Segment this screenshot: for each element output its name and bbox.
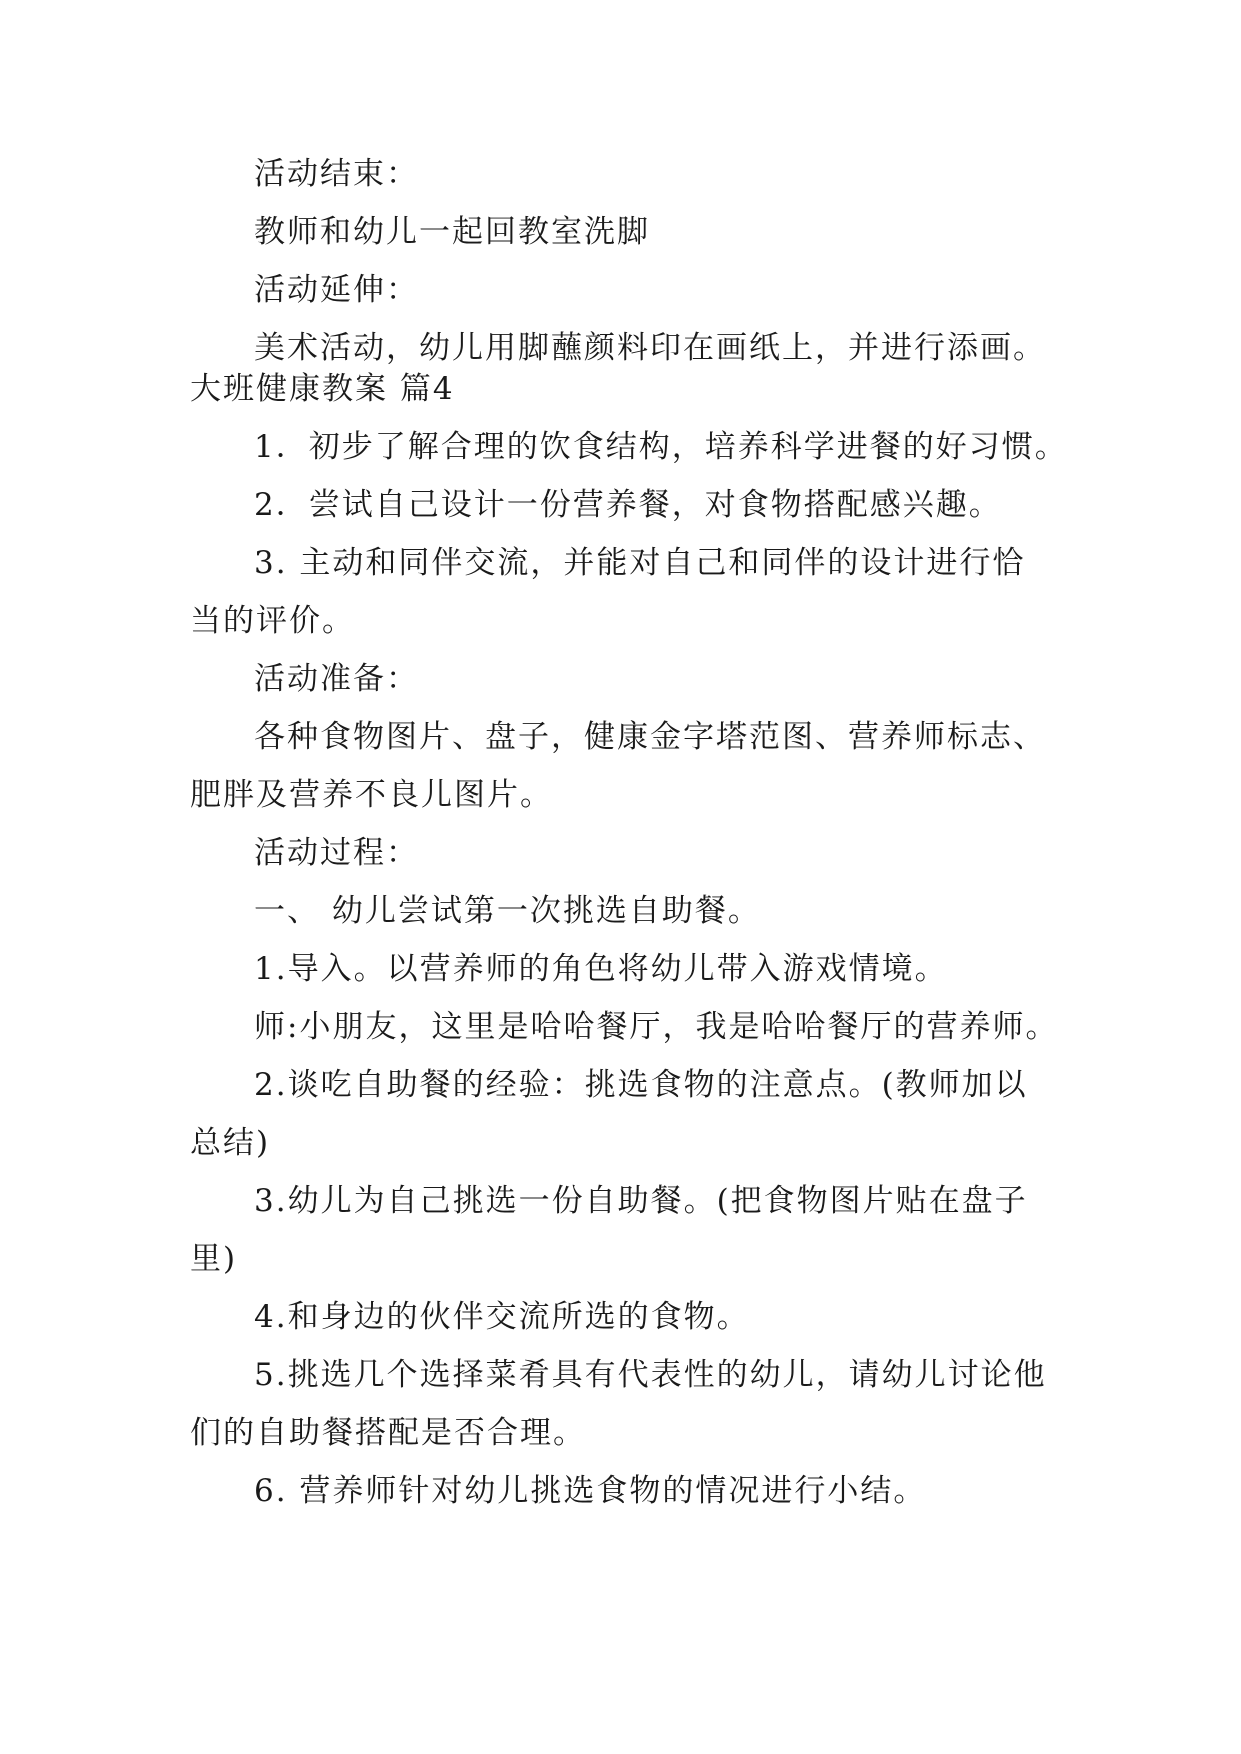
objective-item: 2．尝试自己设计一份营养餐，对食物搭配感兴趣。 — [254, 487, 1002, 523]
section-heading-activity-end: 活动结束： — [254, 156, 419, 192]
process-step: 2.谈吃自助餐的经验：挑选食物的注意点。(教师加以 — [254, 1067, 1028, 1103]
process-step-continued: 总结) — [190, 1125, 271, 1161]
paragraph-line: 各种食物图片、盘子，健康金字塔范图、营养师标志、 — [254, 719, 1046, 755]
paragraph-line-continued: 肥胖及营养不良儿图片。 — [190, 777, 553, 813]
section-heading-activity-extension: 活动延伸： — [254, 272, 419, 308]
paragraph-line: 美术活动，幼儿用脚蘸颜料印在画纸上，并进行添画。 — [254, 330, 1046, 366]
section-heading-preparation: 活动准备： — [254, 661, 419, 697]
process-step: 5.挑选几个选择菜肴具有代表性的幼儿，请幼儿讨论他 — [254, 1357, 1047, 1393]
process-step: 6. 营养师针对幼儿挑选食物的情况进行小结。 — [254, 1473, 927, 1509]
section-heading-process: 活动过程： — [254, 835, 419, 871]
objective-item: 3. 主动和同伴交流，并能对自己和同伴的设计进行恰 — [254, 545, 1026, 581]
objective-item-continued: 当的评价。 — [190, 603, 355, 639]
process-step: 3.幼儿为自己挑选一份自助餐。(把食物图片贴在盘子 — [254, 1183, 1028, 1219]
process-step-continued: 里) — [190, 1241, 238, 1277]
process-step-continued: 们的自助餐搭配是否合理。 — [190, 1415, 586, 1451]
paragraph-line: 教师和幼儿一起回教室洗脚 — [254, 214, 650, 250]
objective-item: 1．初步了解合理的饮食结构，培养科学进餐的好习惯。 — [254, 429, 1068, 465]
process-step: 1.导入。以营养师的角色将幼儿带入游戏情境。 — [254, 951, 948, 987]
document-body — [190, 155, 1068, 1510]
process-step-heading: 一、 幼儿尝试第一次挑选自助餐。 — [254, 893, 761, 929]
process-step: 师:小朋友，这里是哈哈餐厅，我是哈哈餐厅的营养师。 — [254, 1009, 1059, 1045]
lesson-title: 大班健康教案 篇4 — [190, 371, 455, 407]
process-step: 4.和身边的伙伴交流所选的食物。 — [254, 1299, 750, 1335]
